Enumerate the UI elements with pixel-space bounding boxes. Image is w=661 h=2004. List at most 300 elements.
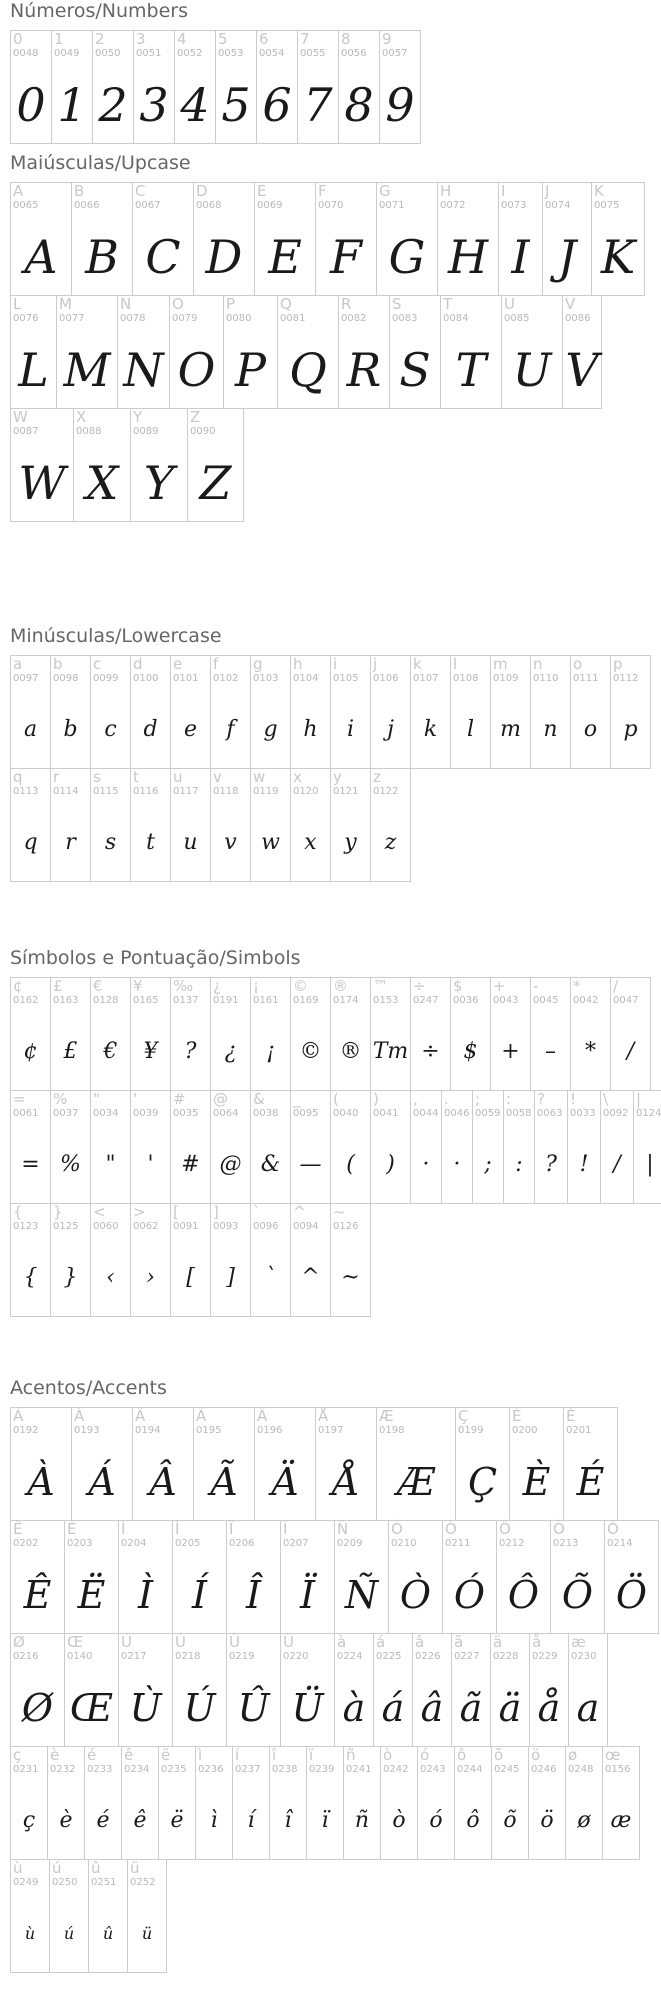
glyph-cell (297, 30, 339, 144)
section-title: Acentos/Accents (10, 1377, 167, 1399)
glyph-sample: ~ (341, 1265, 360, 1290)
glyph-row (10, 182, 644, 295)
character-code: 0092 (603, 1108, 629, 1119)
character-code: 0065 (13, 200, 39, 211)
character-label: ‰ (173, 977, 194, 995)
glyph-sample: € (103, 1039, 118, 1064)
glyph-cell (610, 977, 651, 1091)
character-label: v (213, 768, 222, 786)
character-code: 0067 (135, 200, 161, 211)
glyph-sample: ? (184, 1039, 197, 1064)
glyph-cell (565, 1746, 603, 1860)
glyph-sample: ø (577, 1808, 591, 1833)
glyph-sample: a (576, 1686, 600, 1730)
glyph-cell (570, 655, 611, 769)
character-label: Ä (257, 1407, 268, 1425)
glyph-cell (441, 1090, 473, 1204)
character-code: 0036 (453, 995, 479, 1006)
glyph-cell (172, 1633, 227, 1747)
character-label: â (415, 1633, 425, 1651)
glyph-sample: { (23, 1265, 38, 1290)
character-label: ä (493, 1633, 503, 1651)
character-code: 0229 (532, 1651, 558, 1662)
character-code: 0250 (52, 1877, 78, 1888)
character-label: t (133, 768, 139, 786)
glyph-cell (315, 182, 377, 296)
character-label: ì (198, 1746, 203, 1764)
character-code: 0035 (173, 1108, 199, 1119)
character-label: £ (53, 977, 63, 995)
glyph-sample: Â (149, 1460, 177, 1504)
glyph-sample: 4 (180, 78, 210, 132)
glyph-sample: w (261, 830, 280, 855)
glyph-sample: ç (22, 1808, 36, 1833)
glyph-row (10, 1859, 658, 1972)
character-code: 0153 (373, 995, 399, 1006)
glyph-sample: G (388, 230, 426, 284)
section-title: Minúsculas/Lowercase (10, 625, 222, 647)
character-code: 0071 (379, 200, 405, 211)
glyph-cell (71, 1407, 133, 1521)
glyph-cell (130, 768, 171, 882)
character-label: Á (74, 1407, 85, 1425)
character-code: 0203 (67, 1538, 93, 1549)
character-code: 0046 (444, 1108, 470, 1119)
character-label: ( (333, 1090, 339, 1108)
glyph-cell (570, 977, 611, 1091)
character-label: Ó (445, 1520, 457, 1538)
glyph-cell (490, 655, 531, 769)
character-code: 0198 (379, 1425, 405, 1436)
glyph-sample: û (102, 1924, 114, 1943)
character-code: 0126 (333, 1221, 359, 1232)
glyph-sample: v (224, 830, 237, 855)
glyph-cell (563, 1407, 618, 1521)
character-code: 0088 (76, 426, 102, 437)
character-label: F (318, 182, 327, 200)
glyph-sample: 6 (262, 78, 292, 132)
glyph-cell (256, 30, 298, 144)
glyph-cell (450, 655, 491, 769)
character-code: 0051 (136, 48, 162, 59)
character-code: 0124 (636, 1108, 661, 1119)
character-label: k (413, 655, 422, 673)
glyph-sample: ! (579, 1152, 589, 1177)
character-label: Y (133, 408, 143, 426)
character-code: 0194 (135, 1425, 161, 1436)
glyph-sample: Ü (291, 1686, 324, 1730)
glyph-cell (498, 182, 543, 296)
character-code: 0077 (59, 313, 85, 324)
glyph-sample: õ (503, 1808, 517, 1833)
glyph-cell (373, 1633, 413, 1747)
glyph-cell (534, 1090, 568, 1204)
glyph-sample: : (515, 1152, 523, 1177)
glyph-section (10, 947, 661, 1316)
glyph-sample: ê (133, 1808, 147, 1833)
character-label: © (293, 977, 308, 995)
glyph-sample: l (466, 717, 475, 742)
glyph-cell (412, 1633, 452, 1747)
glyph-row (10, 655, 650, 768)
glyph-sample: T (455, 343, 487, 397)
glyph-cell (550, 1520, 605, 1634)
character-label: @ (213, 1090, 228, 1108)
glyph-sample: ` (265, 1265, 276, 1290)
character-code: 0230 (571, 1651, 597, 1662)
character-code: 0238 (272, 1764, 298, 1775)
glyph-sample: 8 (344, 78, 374, 132)
glyph-cell (10, 1203, 51, 1317)
character-label: ú (52, 1859, 62, 1877)
glyph-cell (132, 182, 194, 296)
glyph-sample: + (501, 1039, 520, 1064)
glyph-cell (440, 295, 502, 409)
glyph-sample: U (512, 343, 552, 397)
character-label: > (133, 1203, 146, 1221)
character-label: % (53, 1090, 68, 1108)
glyph-cell (130, 1203, 171, 1317)
glyph-cell (380, 1746, 418, 1860)
glyph-cell (290, 768, 331, 882)
glyph-sample: Å (332, 1460, 360, 1504)
character-code: 0165 (133, 995, 159, 1006)
glyph-sample: ' (147, 1152, 154, 1177)
character-code: 0249 (13, 1877, 39, 1888)
glyph-cell (170, 977, 211, 1091)
glyph-sample: Ë (77, 1573, 106, 1617)
glyph-cell (496, 1520, 551, 1634)
glyph-cell (127, 1859, 167, 1973)
glyph-sample: x (304, 830, 317, 855)
character-code: 0095 (293, 1108, 319, 1119)
glyph-cell (50, 977, 91, 1091)
glyph-section (10, 152, 644, 521)
glyph-sample: I (511, 230, 530, 284)
glyph-sample: · (422, 1152, 430, 1177)
glyph-cell (10, 1859, 50, 1973)
glyph-cell (215, 30, 257, 144)
glyph-cell (10, 1746, 48, 1860)
character-label: Ã (196, 1407, 207, 1425)
character-code: 0162 (13, 995, 39, 1006)
character-label: f (213, 655, 219, 673)
glyph-sample: ï (321, 1808, 329, 1833)
character-label: < (93, 1203, 106, 1221)
character-code: 0117 (173, 786, 199, 797)
character-label: s (93, 768, 101, 786)
glyph-cell (158, 1746, 196, 1860)
character-label: Ú (175, 1633, 186, 1651)
glyph-cell (442, 1520, 497, 1634)
glyph-cell (529, 1633, 569, 1747)
glyph-sample: — (299, 1152, 322, 1177)
character-label: ê (124, 1746, 134, 1764)
glyph-sample: Y (143, 456, 175, 510)
character-code: 0069 (257, 200, 283, 211)
character-code: 0033 (570, 1108, 596, 1119)
glyph-sample: â (420, 1686, 444, 1730)
character-label: ¥ (133, 977, 143, 995)
glyph-cell (10, 1520, 65, 1634)
character-code: 0042 (573, 995, 599, 1006)
character-label: ö (531, 1746, 541, 1764)
glyph-cell (210, 655, 251, 769)
character-code: 0237 (235, 1764, 261, 1775)
character-code: 0140 (67, 1651, 93, 1662)
character-code: 0207 (283, 1538, 309, 1549)
character-label: 3 (136, 30, 146, 48)
character-label: : (506, 1090, 512, 1108)
glyph-sample: R (346, 343, 382, 397)
character-label: N (120, 295, 132, 313)
glyph-sample: Õ (561, 1573, 594, 1617)
glyph-sample: Ã (210, 1460, 238, 1504)
character-label: l (453, 655, 458, 673)
glyph-section (10, 625, 650, 881)
character-code: 0196 (257, 1425, 283, 1436)
character-label: r (53, 768, 60, 786)
glyph-cell (49, 1859, 89, 1973)
glyph-cell (490, 1633, 530, 1747)
character-label: E (257, 182, 267, 200)
character-label: Í (175, 1520, 180, 1538)
glyph-cell (417, 1746, 455, 1860)
character-code: 0248 (568, 1764, 594, 1775)
glyph-sample: 5 (221, 78, 251, 132)
character-code: 0107 (413, 673, 439, 684)
glyph-sample: / (626, 1039, 635, 1064)
glyph-sample: ù (24, 1924, 36, 1943)
glyph-cell (250, 655, 291, 769)
character-label: C (135, 182, 146, 200)
glyph-sample: z (384, 830, 397, 855)
character-label: V (565, 295, 576, 313)
glyph-row (10, 1520, 658, 1633)
character-label: , (413, 1090, 418, 1108)
glyph-sample: Ô (507, 1573, 540, 1617)
character-code: 0192 (13, 1425, 39, 1436)
glyph-sample: $ (463, 1039, 478, 1064)
character-label: ù (13, 1859, 23, 1877)
character-code: 0082 (341, 313, 367, 324)
glyph-cell (10, 1633, 65, 1747)
glyph-sample: | (646, 1152, 654, 1177)
character-label: J (545, 182, 550, 200)
glyph-sample: 9 (385, 78, 415, 132)
character-label: u (173, 768, 183, 786)
character-label: Æ (379, 1407, 394, 1425)
character-code: 0112 (613, 673, 639, 684)
character-label: 5 (218, 30, 228, 48)
glyph-sample: f (226, 717, 235, 742)
character-label: Ç (458, 1407, 469, 1425)
glyph-sample: L (18, 343, 49, 397)
character-code: 0103 (253, 673, 279, 684)
glyph-sample: / (613, 1152, 621, 1177)
glyph-row (10, 768, 650, 881)
glyph-sample: % (60, 1152, 81, 1177)
glyph-cell (170, 1203, 211, 1317)
glyph-cell (568, 1633, 608, 1747)
glyph-sample: h (303, 717, 318, 742)
glyph-sample: ¥ (143, 1039, 158, 1064)
character-code: 0057 (382, 48, 408, 59)
glyph-cell (130, 1090, 171, 1204)
character-code: 0102 (213, 673, 239, 684)
character-label: Œ (67, 1633, 84, 1651)
character-code: 0241 (346, 1764, 372, 1775)
character-label: 8 (341, 30, 351, 48)
glyph-cell (379, 30, 421, 144)
character-code: 0235 (161, 1764, 187, 1775)
glyph-cell (73, 408, 131, 522)
character-code: 0105 (333, 673, 359, 684)
character-label: Ù (121, 1633, 132, 1651)
character-label: R (341, 295, 352, 313)
character-code: 0128 (93, 995, 119, 1006)
glyph-sample: ; (484, 1152, 492, 1177)
glyph-sample: D (205, 230, 243, 284)
glyph-cell (290, 977, 331, 1091)
character-label: H (440, 182, 452, 200)
character-label: È (512, 1407, 522, 1425)
glyph-sample: E (268, 230, 302, 284)
character-code: 0083 (392, 313, 418, 324)
glyph-cell (187, 408, 244, 522)
glyph-sample: 3 (139, 78, 169, 132)
glyph-sample: ÷ (421, 1039, 440, 1064)
character-code: 0118 (213, 786, 239, 797)
character-code: 0122 (373, 786, 399, 797)
glyph-row (10, 1090, 661, 1203)
glyph-cell (50, 1203, 91, 1317)
character-code: 0174 (333, 995, 359, 1006)
glyph-cell (250, 1203, 291, 1317)
character-code: 0072 (440, 200, 466, 211)
character-label: h (293, 655, 303, 673)
glyph-cell (290, 1090, 331, 1204)
character-code: 0089 (133, 426, 159, 437)
glyph-cell (330, 768, 371, 882)
glyph-cell (84, 1746, 122, 1860)
character-code: 0217 (121, 1651, 147, 1662)
glyph-cell (250, 977, 291, 1091)
character-label: 7 (300, 30, 310, 48)
glyph-cell (472, 1090, 504, 1204)
character-label: ] (213, 1203, 219, 1221)
glyph-cell (10, 182, 72, 296)
glyph-cell (330, 655, 371, 769)
glyph-sample: r (65, 830, 76, 855)
character-code: 0034 (93, 1108, 119, 1119)
character-code: 0050 (95, 48, 121, 59)
character-label: ë (161, 1746, 171, 1764)
character-code: 0121 (333, 786, 359, 797)
character-code: 0078 (120, 313, 146, 324)
character-code: 0091 (173, 1221, 199, 1232)
glyph-cell (343, 1746, 381, 1860)
glyph-sample: Ø (21, 1686, 54, 1730)
character-label: j (373, 655, 378, 673)
character-code: 0239 (309, 1764, 335, 1775)
glyph-cell (254, 182, 316, 296)
character-code: 0043 (493, 995, 519, 1006)
glyph-cell (254, 1407, 316, 1521)
glyph-cell (370, 655, 411, 769)
character-label: ; (475, 1090, 481, 1108)
glyph-cell (388, 1520, 443, 1634)
character-label: å (532, 1633, 542, 1651)
glyph-sample: Í (191, 1573, 207, 1617)
glyph-sample: Ê (23, 1573, 52, 1617)
character-label: À (13, 1407, 24, 1425)
glyph-cell (530, 655, 571, 769)
character-code: 0054 (259, 48, 285, 59)
glyph-cell (277, 295, 339, 409)
glyph-sample: Ï (299, 1573, 315, 1617)
glyph-cell (330, 1203, 371, 1317)
character-label: î (272, 1746, 277, 1764)
glyph-sample: Æ (396, 1460, 436, 1504)
glyph-cell (562, 295, 602, 409)
glyph-cell (269, 1746, 307, 1860)
glyph-sample: P (235, 343, 266, 397)
character-label: { (13, 1203, 23, 1221)
character-label: ^ (293, 1203, 306, 1221)
glyph-sample: Ñ (344, 1573, 379, 1617)
character-code: 0123 (13, 1221, 39, 1232)
character-code: 0063 (537, 1108, 563, 1119)
character-code: 0232 (50, 1764, 76, 1775)
character-label: ! (570, 1090, 577, 1108)
character-code: 0245 (494, 1764, 520, 1775)
glyph-sample: M (63, 343, 111, 397)
glyph-sample: B (85, 230, 119, 284)
character-label: ü (130, 1859, 140, 1877)
glyph-sample: O (177, 343, 216, 397)
character-code: 0116 (133, 786, 159, 797)
glyph-sample: m (500, 717, 521, 742)
character-code: 0137 (173, 995, 199, 1006)
glyph-cell (10, 1407, 72, 1521)
glyph-cell (633, 1090, 661, 1204)
glyph-cell (117, 295, 170, 409)
character-code: 0066 (74, 200, 100, 211)
character-label: " (93, 1090, 100, 1108)
character-label: Â (135, 1407, 146, 1425)
glyph-sample: ö (540, 1808, 554, 1833)
glyph-sample: 2 (98, 78, 128, 132)
character-code: 0098 (53, 673, 79, 684)
character-code: 0206 (229, 1538, 255, 1549)
character-label: W (13, 408, 28, 426)
glyph-sample: ) (386, 1152, 395, 1177)
character-label: T (443, 295, 453, 313)
glyph-sample: í (247, 1808, 255, 1833)
glyph-cell (250, 1090, 291, 1204)
character-label: è (50, 1746, 60, 1764)
glyph-sample: É (576, 1460, 605, 1504)
glyph-sample: Ö (615, 1573, 648, 1617)
glyph-cell (376, 1407, 456, 1521)
character-code: 0038 (253, 1108, 279, 1119)
glyph-sample: d (143, 717, 158, 742)
character-code: 0079 (172, 313, 198, 324)
character-code: 0075 (594, 200, 620, 211)
character-label: . (444, 1090, 449, 1108)
glyph-cell (10, 408, 74, 522)
